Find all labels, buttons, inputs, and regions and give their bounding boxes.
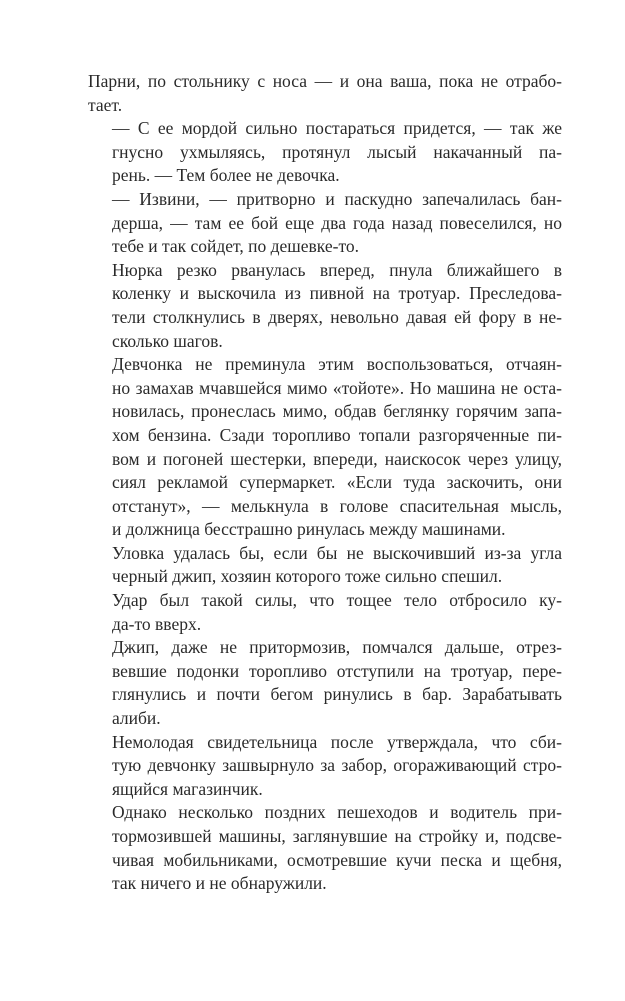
- paragraph-5: [88, 353, 562, 542]
- text-line: сиял рекламой супермаркет. «Если туда заскочить, они: [112, 472, 562, 493]
- text-line: Девчонка не преминула этим воспользоваться, отчаян-: [112, 354, 562, 375]
- text-line: так ничего и не обнаружили.: [112, 873, 327, 894]
- text-line: Удар был такой силы, что тощее тело отбросило ку-: [112, 590, 562, 611]
- text-line: тает.: [88, 94, 123, 115]
- text-line: Нюрка резко рванулась вперед, пнула ближайшего в: [112, 259, 562, 280]
- paragraph-4: [88, 259, 562, 353]
- text-line: Однако несколько поздних пешеходов и водитель при-: [112, 802, 562, 823]
- text-line: тебе и так сойдет, по дешевке-то.: [112, 236, 359, 257]
- text-line: чивая мобильниками, осмотревшие кучи песка и щебня,: [112, 849, 562, 870]
- paragraph-10: [88, 801, 562, 895]
- text-line: — Извини, — притворно и паскудно запечалилась бан-: [112, 188, 562, 209]
- text-line: гнусно ухмыляясь, протянул лысый накачанный па-: [112, 141, 562, 162]
- text-line: да-то вверх.: [112, 613, 202, 634]
- text-line: отстанут», — мелькнула в голове спасительная мысль,: [112, 495, 562, 516]
- text-line: Немолодая свидетельница после утверждала, что сби-: [112, 731, 562, 752]
- text-line: дерша, — там ее бой еще два года назад повеселился, но: [112, 212, 562, 233]
- text-line: тормозившей машины, заглянувшие на стройку и, подсве-: [112, 826, 562, 846]
- paragraph-1: [88, 70, 562, 117]
- text-line: и должница бесстрашно ринулась между машинами.: [112, 519, 506, 540]
- text-line: но замахав мчавшейся мимо «тойоте». Но машина не оста-: [112, 377, 562, 398]
- text-line: ящийся магазинчик.: [112, 778, 263, 799]
- text-line: рень. — Тем более не девочка.: [112, 165, 340, 186]
- paragraph-3: [88, 188, 562, 259]
- text-line: хом бензина. Сзади торопливо топали разгоряченные пи-: [112, 424, 562, 445]
- text-line: — С ее мордой сильно постараться придется, — так же: [112, 118, 562, 139]
- paragraph-8: [88, 636, 562, 730]
- paragraph-2: [88, 117, 562, 188]
- paragraph-9: [88, 731, 562, 802]
- text-line: новилась, пронеслась мимо, обдав беглянку горячим запа-: [112, 401, 562, 422]
- book-page: [88, 70, 562, 896]
- text-line: черный джип, хозяин которого тоже сильно спешил.: [112, 566, 503, 587]
- text-line: Парни, по стольнику с носа — и она ваша, пока не отрабо-: [88, 71, 562, 91]
- text-line: Уловка удалась бы, если бы не выскочивший из-за угла: [112, 542, 562, 563]
- text-line: алиби.: [112, 708, 161, 729]
- text-line: тую девчонку зашвырнуло за забор, огораживающий стро-: [112, 755, 562, 776]
- paragraph-6: [88, 542, 562, 589]
- text-line: сколько шагов.: [112, 330, 223, 351]
- paragraph-7: [88, 589, 562, 636]
- text-line: вевшие подонки торопливо отступили на тротуар, пере-: [112, 660, 562, 681]
- text-line: глянулись и почти бегом ринулись в бар. Зарабатывать: [112, 684, 562, 705]
- text-line: вом и погоней шестерки, впереди, наискосок через улицу,: [112, 448, 562, 469]
- text-line: Джип, даже не притормозив, помчался дальше, отрез-: [112, 637, 562, 658]
- text-line: коленку и выскочила из пивной на тротуар. Преследова-: [112, 283, 562, 304]
- text-line: тели столкнулись в дверях, невольно давая ей фору в не-: [112, 306, 562, 327]
